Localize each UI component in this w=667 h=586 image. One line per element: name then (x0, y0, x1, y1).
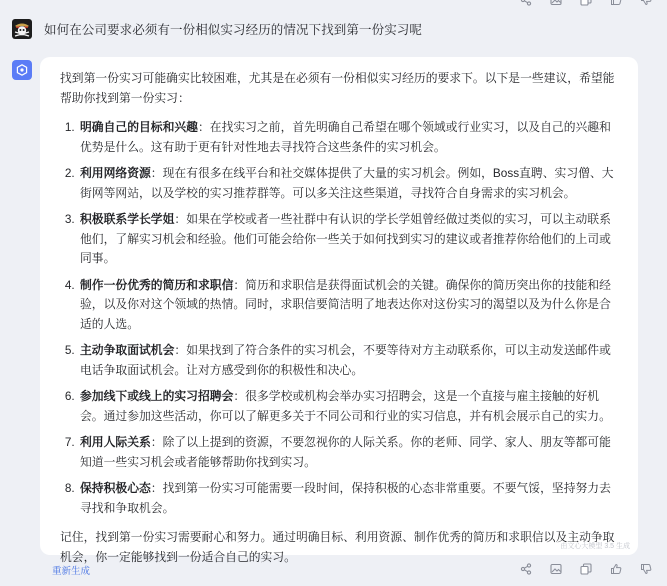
tip-text: ：很多学校或机构会举办实习招聘会，这是一个直接与雇主接触的好机会。通过参加这些活动，你可以了解更多关于不同公司和行业的实习信息，并有机会展示自己的实力。 (80, 389, 611, 423)
assistant-answer-card (40, 57, 638, 564)
thumb-down-icon[interactable] (640, 563, 652, 575)
tip-text: ：如果在学校或者一些社群中有认识的学长学姐曾经做过类似的实习，可以主动联系他们，了解实习机会和经验。他们可能会给你一些关于如何找到实习的建议或者推荐你给他们的上司或同事。 (80, 212, 611, 265)
skull-icon (13, 20, 31, 38)
tip-text: ：在找实习之前，首先明确自己希望在哪个领域或行业实习，以及自己的兴趣和优势是什么。这有助于更有针对性地去寻找符合这些条件的实习机会。 (80, 120, 611, 154)
list-item (78, 433, 616, 472)
tip-title: 保持积极心态 (80, 481, 151, 495)
image-icon[interactable] (550, 563, 562, 575)
regenerate-button[interactable]: 重新生成 (52, 566, 91, 577)
assistant-logo-icon (16, 64, 28, 76)
image-icon[interactable] (550, 0, 562, 6)
tip-text: ：找到第一份实习可能需要一段时间，保持积极的心态非常重要。不要气馁，坚持努力去寻找和争取机会。 (80, 481, 611, 515)
share-icon[interactable] (520, 0, 532, 6)
user-avatar[interactable] (12, 19, 32, 39)
share-icon[interactable] (520, 563, 532, 575)
tip-title: 制作一份优秀的简历和求职信 (80, 277, 234, 292)
tip-title: 参加线下或线上的实习招聘会 (80, 389, 234, 403)
tip-title: 积极联系学长学姐 (80, 212, 175, 226)
thumb-up-icon[interactable] (610, 563, 622, 575)
tip-title: 明确自己的目标和兴趣 (80, 120, 198, 134)
list-item (78, 479, 616, 518)
answer-closing: 记住，找到第一份实习需要耐心和努力。通过明确目标、利用资源、制作优秀的简历和求职信以及主动争取机会，你一定能够找到一份适合自己的实习。 (60, 530, 615, 564)
list-item (78, 164, 616, 203)
user-message (12, 19, 422, 39)
tip-title: 主动争取面试机会 (80, 343, 175, 357)
list-item (78, 276, 616, 335)
assistant-avatar (12, 60, 32, 80)
tip-text: ：如果找到了符合条件的实习机会，不要等待对方主动联系你，可以主动发送邮件或电话争取面试机会。让对方感受到你的积极性和决心。 (80, 343, 611, 377)
tip-text: ：除了以上提到的资源，不要忽视你的人际关系。你的老师、同学、家人、朋友等都可能知道一些实习机会或者能够帮助你找到实习。 (80, 435, 611, 469)
tip-text: ：现在有很多在线平台和社交媒体提供了大量的实习机会。例如，Boss直聘、实习僧、大街网等网站，以及学校的实习推荐群等。可以多关注这些渠道，寻找符合自身需求的实习机会。 (80, 166, 614, 200)
list-item (78, 387, 616, 426)
tip-text: ：简历和求职信是获得面试机会的关键。确保你的简历突出你的技能和经验，以及你对这个领域的热情。同时，求职信要简洁明了地表达你对这份实习的渴望以及为什么你是合适的人选。 (80, 277, 611, 331)
thumb-up-icon[interactable] (610, 0, 622, 6)
question-text: 如何在公司要求必须有一份相似实习经历的情况下找到第一份实习呢 (44, 23, 423, 37)
tip-title: 利用网络资源 (80, 166, 151, 180)
tip-title: 利用人际关系 (80, 435, 151, 449)
generated-by-watermark: 由文心大模型 3.5 生成 (560, 543, 630, 550)
copy-icon[interactable] (580, 563, 592, 575)
copy-icon[interactable] (580, 0, 592, 6)
thumb-down-icon[interactable] (640, 0, 652, 6)
tips-list (60, 118, 616, 518)
list-item (78, 210, 616, 269)
previous-message-toolbar (520, 0, 652, 6)
answer-intro: 找到第一份实习可能确实比较困难，尤其是在必须有一份相似实习经历的要求下。以下是一些建议，希望能帮助你找到第一份实习： (60, 71, 615, 105)
list-item (78, 118, 616, 157)
list-item (78, 341, 616, 380)
answer-toolbar (520, 563, 652, 575)
